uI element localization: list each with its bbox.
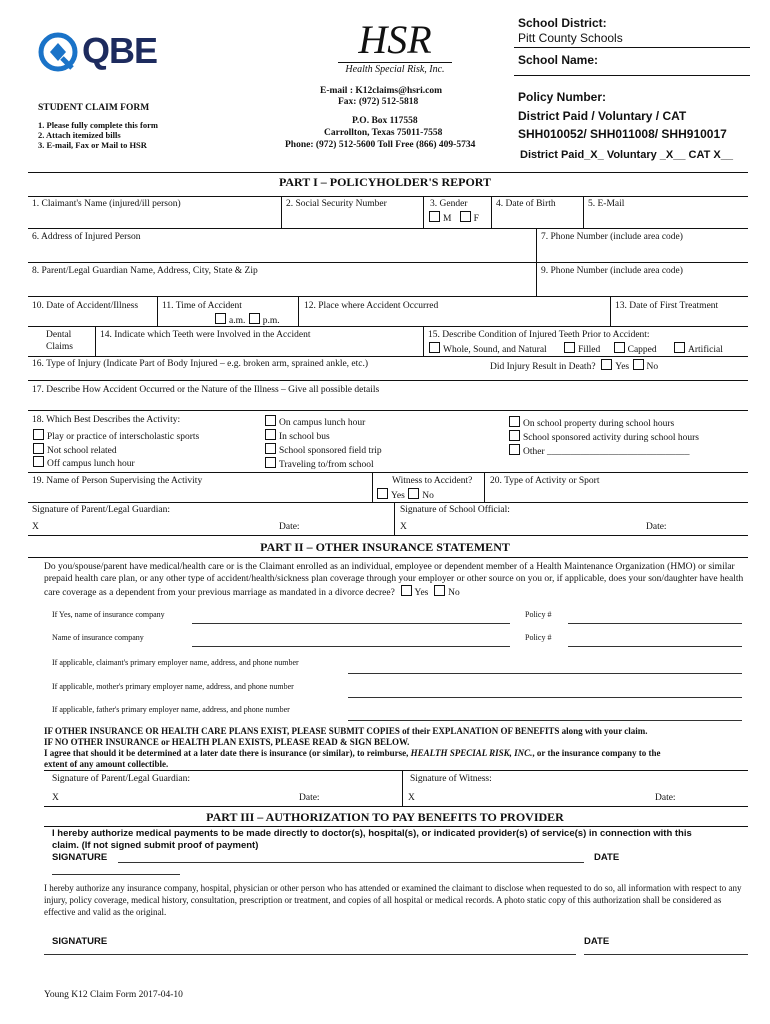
filled-checkbox[interactable] xyxy=(564,342,575,353)
mother-employer-label: If applicable, mother's primary employer name, address, and phone number xyxy=(52,682,294,691)
date-accident-field[interactable]: 10. Date of Accident/Illness xyxy=(32,301,139,311)
district-value: Pitt County Schools xyxy=(518,31,623,45)
auth-signature-input[interactable] xyxy=(118,862,584,863)
am-checkbox[interactable] xyxy=(215,313,226,324)
school-property-checkbox[interactable] xyxy=(509,416,520,427)
date2-input[interactable] xyxy=(584,954,748,955)
part2-paragraph: Do you/spouse/parent have medical/health care or is the Claimant enrolled as an individual, employee or dependent member of a Health Maintenance Organization (HMO) or similar prepaid health care plan, or any other type of accident/health/sickness plan coverage through your employer or other source on you or, if applicable, does your son/daughter have health care coverage as a dependent from your previous marriage as mandated in a divorce decree? Yes No xyxy=(44,562,744,598)
auth-date-label: DATE xyxy=(594,852,620,863)
policy-input-2[interactable] xyxy=(568,646,742,647)
claimant-employer-label: If applicable, claimant's primary employer name, address, and phone number xyxy=(52,658,299,667)
contact-email: E-mail : K12claims@hsri.com xyxy=(320,86,443,96)
sport-field[interactable]: 20. Type of Activity or Sport xyxy=(490,476,600,486)
activity-option-on-campus[interactable]: On campus lunch hour xyxy=(264,415,365,428)
gender-m-label: M xyxy=(443,214,452,224)
sponsored-checkbox[interactable] xyxy=(509,430,520,441)
dental-label: Dental xyxy=(46,330,72,340)
p2-sig-witness-x[interactable]: X xyxy=(408,793,415,803)
on-campus-checkbox[interactable] xyxy=(265,415,276,426)
city-state: Carrollton, Texas 75011-7558 xyxy=(324,128,443,138)
pm-label: p.m. xyxy=(262,316,280,326)
activity-option-school-property[interactable]: On school property during school hours xyxy=(508,416,674,429)
notice-line-2: IF NO OTHER INSURANCE or HEALTH PLAN EXISTS, PLEASE READ & SIGN BELOW. xyxy=(44,737,410,747)
capped-label: Capped xyxy=(627,345,657,355)
am-label: a.m. xyxy=(229,316,246,326)
phone-field-2[interactable]: 9. Phone Number (include area code) xyxy=(541,266,683,276)
activity-option-off-campus[interactable]: Off campus lunch hour xyxy=(32,456,135,469)
witness-yes-checkbox[interactable] xyxy=(377,488,388,499)
auth-signature-label: SIGNATURE xyxy=(52,852,108,863)
activity-label: 18. Which Best Describes the Activity: xyxy=(32,415,181,425)
notice-line-3: I agree that should it be determined at a later date there is insurance (or similar), to reimburse, HEALTH SPECIAL RISK, INC., or the insurance company to the xyxy=(44,748,661,758)
disclosure-paragraph: I hereby authorize any insurance company, hospital, physician or other person who has attended or examined the claimant to disclose when requested to do so, all information with respect to any injury, policy coverage, medical history, consultation, prescription or treatment, and copies of all hospital or medical records. A photo static copy of this authorization shall be considered as effective and valid as the original. xyxy=(44,883,742,917)
hsr-subtitle: Health Special Risk, Inc. xyxy=(345,64,445,75)
phone-field-1[interactable]: 7. Phone Number (include area code) xyxy=(541,232,683,242)
injury-type-field[interactable]: 16. Type of Injury (Indicate Part of Body Injured – e.g. broken arm, sprained ankle, etc.) xyxy=(32,359,369,369)
time-ampm-options xyxy=(214,313,280,326)
other-checkbox[interactable] xyxy=(509,444,520,455)
other-ins-yes-checkbox[interactable] xyxy=(401,585,412,596)
death-no-label: No xyxy=(646,362,659,372)
pm-checkbox[interactable] xyxy=(249,313,260,324)
off-campus-checkbox[interactable] xyxy=(33,456,44,467)
artificial-label: Artificial xyxy=(688,345,723,355)
activity-option-not-school[interactable]: Not school related xyxy=(32,443,117,456)
sports-checkbox[interactable] xyxy=(33,429,44,440)
condition-label: 15. Describe Condition of Injured Teeth Prior to Accident: xyxy=(428,330,650,340)
time-accident-field[interactable]: 11. Time of Accident xyxy=(162,301,242,311)
policy-checks: District Paid_X_ Voluntary _X__ CAT X__ xyxy=(520,149,733,161)
p2-sig-guardian-label: Signature of Parent/Legal Guardian: xyxy=(52,774,190,784)
traveling-checkbox[interactable] xyxy=(265,457,276,468)
instruction-3: 3. E-mail, Fax or Mail to HSR xyxy=(38,140,147,150)
qbe-logo-icon xyxy=(38,32,78,72)
teeth-field[interactable]: 14. Indicate which Teeth were Involved in the Accident xyxy=(100,330,311,340)
witness-options xyxy=(376,488,434,501)
witness-no-label: No xyxy=(422,491,434,501)
policy-number-label: Policy Number: xyxy=(518,90,607,104)
activity-option-sponsored[interactable]: School sponsored activity during school hours xyxy=(508,430,699,443)
if-yes-ins-input[interactable] xyxy=(192,623,510,624)
activity-option-sports[interactable]: Play or practice of interscholastic sports xyxy=(32,429,199,442)
sig-guardian-date[interactable]: Date: xyxy=(279,522,300,532)
guardian-field[interactable]: 8. Parent/Legal Guardian Name, Address, City, State & Zip xyxy=(32,266,258,276)
district-label: School District: xyxy=(518,16,607,30)
gender-m-checkbox[interactable] xyxy=(429,211,440,222)
condition-options xyxy=(428,342,723,355)
father-employer-input[interactable] xyxy=(348,720,742,721)
hsr-logo xyxy=(330,17,460,80)
policy-types: District Paid / Voluntary / CAT xyxy=(518,109,687,123)
signature2-input[interactable] xyxy=(44,954,576,955)
whole-checkbox[interactable] xyxy=(429,342,440,353)
signature2-label: SIGNATURE xyxy=(52,936,108,947)
auth-line-2: claim. (If not signed submit proof of payment) xyxy=(52,840,259,851)
claims-label: Claims xyxy=(46,342,73,352)
po-box: P.O. Box 117558 xyxy=(352,116,418,126)
place-field[interactable]: 12. Place where Accident Occurred xyxy=(304,301,439,311)
filled-label: Filled xyxy=(578,345,601,355)
part3-title: PART III – AUTHORIZATION TO PAY BENEFITS TO PROVIDER xyxy=(206,810,564,824)
policy-numbers: SHH010052/ SHH011008/ SHH910017 xyxy=(518,127,727,141)
contact-fax: Fax: (972) 512-5818 xyxy=(338,97,419,107)
witness-no-checkbox[interactable] xyxy=(408,488,419,499)
policy-label-1: Policy # xyxy=(525,610,552,619)
first-treatment-field[interactable]: 13. Date of First Treatment xyxy=(615,301,719,311)
supervisor-field[interactable]: 19. Name of Person Supervising the Activity xyxy=(32,476,203,486)
artificial-checkbox[interactable] xyxy=(674,342,685,353)
qbe-wordmark: QBE xyxy=(82,30,158,71)
other-ins-no-checkbox[interactable] xyxy=(434,585,445,596)
gender-f-label: F xyxy=(473,214,479,224)
other-ins-no-label: No xyxy=(448,588,460,598)
field-trip-checkbox[interactable] xyxy=(265,443,276,454)
sig-guardian-label: Signature of Parent/Legal Guardian: xyxy=(32,505,170,515)
describe-field[interactable]: 17. Describe How Accident Occurred or the Nature of the Illness – Give all possible details xyxy=(32,385,380,395)
activity-option-traveling[interactable]: Traveling to/from school xyxy=(264,457,374,470)
part2-title: PART II – OTHER INSURANCE STATEMENT xyxy=(260,540,510,554)
notice-line-1: IF OTHER INSURANCE OR HEALTH CARE PLANS EXIST, PLEASE SUBMIT COPIES of their EXPLANATION OF BENEFITS along with your claim. xyxy=(44,726,648,736)
policy-label-2: Policy # xyxy=(525,633,552,642)
mother-employer-input[interactable] xyxy=(348,697,742,698)
gender-f-checkbox[interactable] xyxy=(460,211,471,222)
instruction-1: 1. Please fully complete this form xyxy=(38,120,158,130)
contact-phone: Phone: (972) 512-5600 Toll Free (866) 409-5734 xyxy=(285,140,476,150)
instruction-2: 2. Attach itemized bills xyxy=(38,130,121,140)
whole-label: Whole, Sound, and Natural xyxy=(443,345,547,355)
notice-line-4: extent of any amount collectible. xyxy=(44,759,169,769)
claimant-name-field[interactable]: 1. Claimant's Name (injured/ill person) xyxy=(32,199,181,209)
claim-form-title: STUDENT CLAIM FORM xyxy=(38,103,150,113)
capped-checkbox[interactable] xyxy=(614,342,625,353)
sig-official-date[interactable]: Date: xyxy=(646,522,667,532)
school-name-label: School Name: xyxy=(518,53,599,67)
date2-label: DATE xyxy=(584,936,610,947)
hsr-wordmark: HSR xyxy=(358,17,432,62)
activity-option-other[interactable]: Other ______________________________ xyxy=(508,444,690,457)
p2-sig-guardian-x[interactable]: X xyxy=(52,793,59,803)
activity-option-field-trip[interactable]: School sponsored field trip xyxy=(264,443,382,456)
death-label: Did Injury Result in Death? xyxy=(490,362,596,372)
activity-option-bus[interactable]: In school bus xyxy=(264,429,330,442)
address-field[interactable]: 6. Address of Injured Person xyxy=(32,232,141,242)
sig-official-x[interactable]: X xyxy=(400,522,407,532)
bus-checkbox[interactable] xyxy=(265,429,276,440)
death-question xyxy=(490,359,658,372)
ssn-field[interactable]: 2. Social Security Number xyxy=(286,199,387,209)
policy-input-1[interactable] xyxy=(568,623,742,624)
dob-field[interactable]: 4. Date of Birth xyxy=(496,199,556,209)
other-ins-yes-label: Yes xyxy=(414,588,429,598)
death-no-checkbox[interactable] xyxy=(633,359,644,370)
name-ins-input[interactable] xyxy=(192,646,510,647)
death-yes-label: Yes xyxy=(615,362,630,372)
sig-official-label: Signature of School Official: xyxy=(400,505,510,515)
auth-line-1: I hereby authorize medical payments to be made directly to doctor(s), hospital(s), or indicated provider(s) of service(s) in connection with this xyxy=(52,828,692,839)
p2-sig-witness-date[interactable]: Date: xyxy=(655,793,676,803)
not-school-checkbox[interactable] xyxy=(33,443,44,454)
qbe-logo xyxy=(38,30,168,74)
gender-options xyxy=(428,211,479,224)
claimant-employer-input[interactable] xyxy=(348,673,742,674)
footer-form-id: Young K12 Claim Form 2017-04-10 xyxy=(44,990,183,1000)
name-ins-label: Name of insurance company xyxy=(52,633,144,642)
p2-sig-witness-label: Signature of Witness: xyxy=(410,774,492,784)
death-yes-checkbox[interactable] xyxy=(601,359,612,370)
witness-yes-label: Yes xyxy=(391,491,405,501)
gender-field: 3. Gender xyxy=(430,199,468,209)
part1-title: PART I – POLICYHOLDER'S REPORT xyxy=(278,175,492,189)
sig-guardian-x[interactable]: X xyxy=(32,522,39,532)
if-yes-ins-label: If Yes, name of insurance company xyxy=(52,610,165,619)
father-employer-label: If applicable, father's primary employer name, address, and phone number xyxy=(52,705,290,714)
email-field[interactable]: 5. E-Mail xyxy=(588,199,625,209)
witness-label: Witness to Accident? xyxy=(392,476,473,486)
p2-sig-guardian-date[interactable]: Date: xyxy=(299,793,320,803)
